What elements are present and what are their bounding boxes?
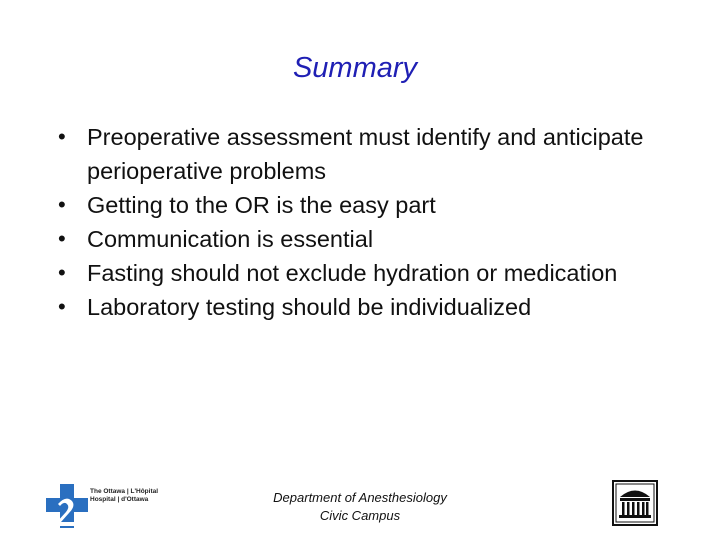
bullet-dot: • [58, 260, 66, 285]
bullet-text: Fasting should not exclude hydration or medication [87, 260, 618, 286]
bullet-text: Communication is essential [87, 226, 374, 252]
campus-logo [612, 480, 658, 526]
bullet-dot: • [58, 124, 66, 149]
hospital-name-en: The Ottawa [90, 488, 126, 495]
ottawa-hospital-cross-icon [44, 482, 88, 532]
slide-title: Summary [292, 52, 418, 84]
bullet-text: Getting to the OR is the easy part [87, 192, 436, 218]
bullet-text: Preoperative assessment must identify and anticipate perioperative problems [87, 124, 644, 184]
hospital-name-fr: d'Ottawa [121, 496, 149, 503]
footer [210, 489, 510, 525]
hospital-name-fr: L'Hôpital [130, 488, 159, 495]
bullet-list [58, 120, 698, 324]
bullet-dot: • [58, 226, 66, 251]
hospital-logo [44, 482, 174, 532]
bullet-dot: • [58, 192, 66, 217]
bullet-item [58, 290, 698, 324]
bullet-item [58, 256, 698, 290]
footer-campus: Civic Campus [319, 508, 401, 523]
hospital-name-line: Hospital | d'Ottawa [90, 496, 149, 503]
hospital-name-en: Hospital [90, 496, 116, 503]
hospital-name-text [90, 488, 158, 504]
bullet-item [58, 222, 698, 256]
bullet-dot: • [58, 294, 66, 319]
bullet-item [58, 120, 698, 188]
bullet-text: Laboratory testing should be individualized [87, 294, 532, 320]
footer-department: Department of Anesthesiology [273, 490, 447, 505]
civic-campus-building-icon [612, 480, 658, 526]
bullet-item [58, 188, 698, 222]
hospital-name-line: The Ottawa | L'Hôpital [90, 488, 159, 495]
